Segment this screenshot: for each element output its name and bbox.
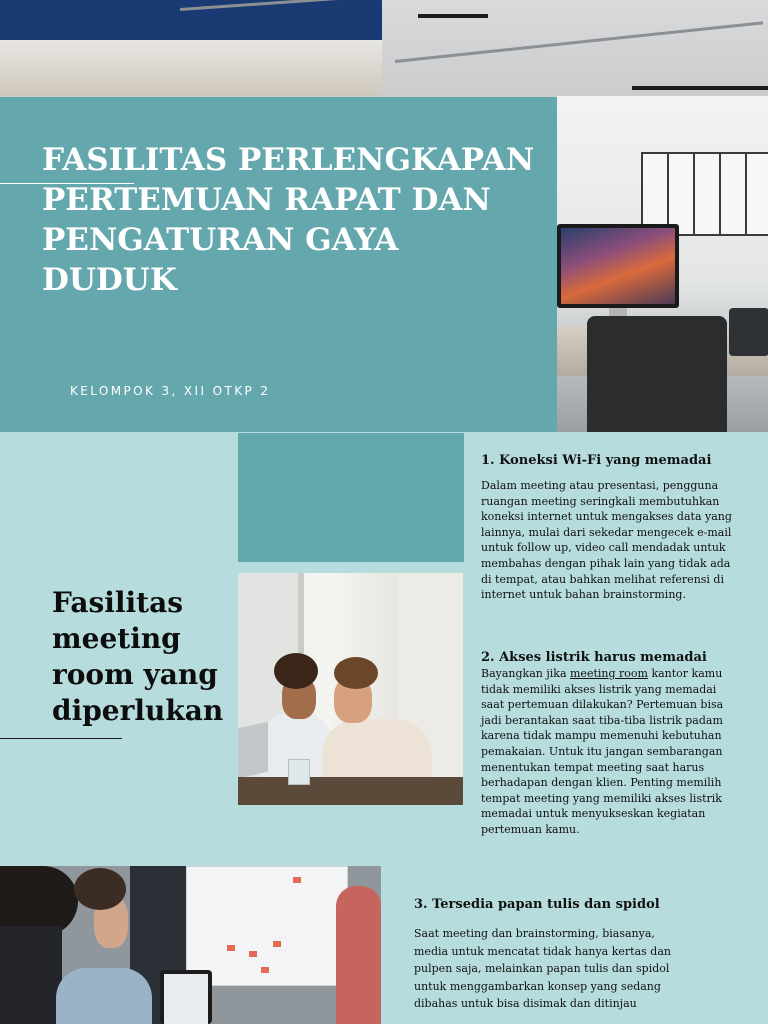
ceiling-light-panel xyxy=(0,40,382,96)
heading-divider-line xyxy=(0,738,122,739)
item-2-body xyxy=(481,666,737,838)
item-3-title: 3. Tersedia papan tulis dan spidol xyxy=(414,897,660,912)
item-2-body-end: kantor kamu tidak memiliki akses listrik yang memadai saat pertemuan dilakukan? Pertemuan bisa jadi berantakan saat tiba-tiba listrik padam karena tidak mampu memenuhi kebutuhan pemakaian. Untuk itu jangan sembarangan menentukan tempat meeting saat harus berhadapan dengan klien. Penting memilih tempat meeting yang memiliki akses listrik memadai untuk menyukseskan kegiatan pertemuan kamu. xyxy=(481,667,724,836)
desk-phone xyxy=(729,308,768,356)
ceiling-lamp xyxy=(418,14,488,18)
decorative-teal-box xyxy=(238,433,464,562)
item-2-title: 2. Akses listrik harus memadai xyxy=(481,650,707,665)
desktop-monitor xyxy=(557,224,679,308)
page-subtitle: KELOMPOK 3, XII OTKP 2 xyxy=(70,384,271,398)
hero-section xyxy=(0,0,768,432)
item-1-body: Dalam meeting atau presentasi, pengguna ruangan meeting seringkali membutuhkan koneksi internet untuk mengakses data yang lainnya, mulai dari sekedar mengecek e-mail untuk follow up, video call mendadak untuk membahas dengan pihak lain yang tidak ada di tempat, atau bahkan melihat referensi di internet untuk bahan brainstorming. xyxy=(481,479,732,602)
office-chair xyxy=(587,316,727,432)
tablet-device xyxy=(160,970,212,1024)
facilities-section xyxy=(0,432,768,866)
section-heading: Fasilitas meeting room yang diperlukan xyxy=(52,586,224,727)
item-1-title: 1. Koneksi Wi-Fi yang memadai xyxy=(481,453,712,468)
item-3-body: Saat meeting dan brainstorming, biasanya, media untuk mencatat tidak hanya kertas dan pulpen saja, melainkan papan tulis dan spidol untuk menggambarkan konsep yang sedang dibahas untuk bisa disimak dan ditinjau xyxy=(414,927,671,1011)
ceiling-lamp xyxy=(632,86,768,90)
page-title: FASILITAS PERLENGKAPAN PERTEMUAN RAPAT DAN PENGATURAN GAYA DUDUK xyxy=(42,142,535,298)
whiteboard xyxy=(186,866,348,986)
meeting-room-link[interactable]: meeting room xyxy=(570,667,648,680)
meeting-photo xyxy=(238,573,463,805)
ceiling-beam xyxy=(0,0,382,40)
whiteboard-section xyxy=(0,866,768,1024)
office-photo xyxy=(557,96,768,432)
item-2-body-start: Bayangkan jika xyxy=(481,667,570,680)
whiteboard-photo xyxy=(0,866,381,1024)
